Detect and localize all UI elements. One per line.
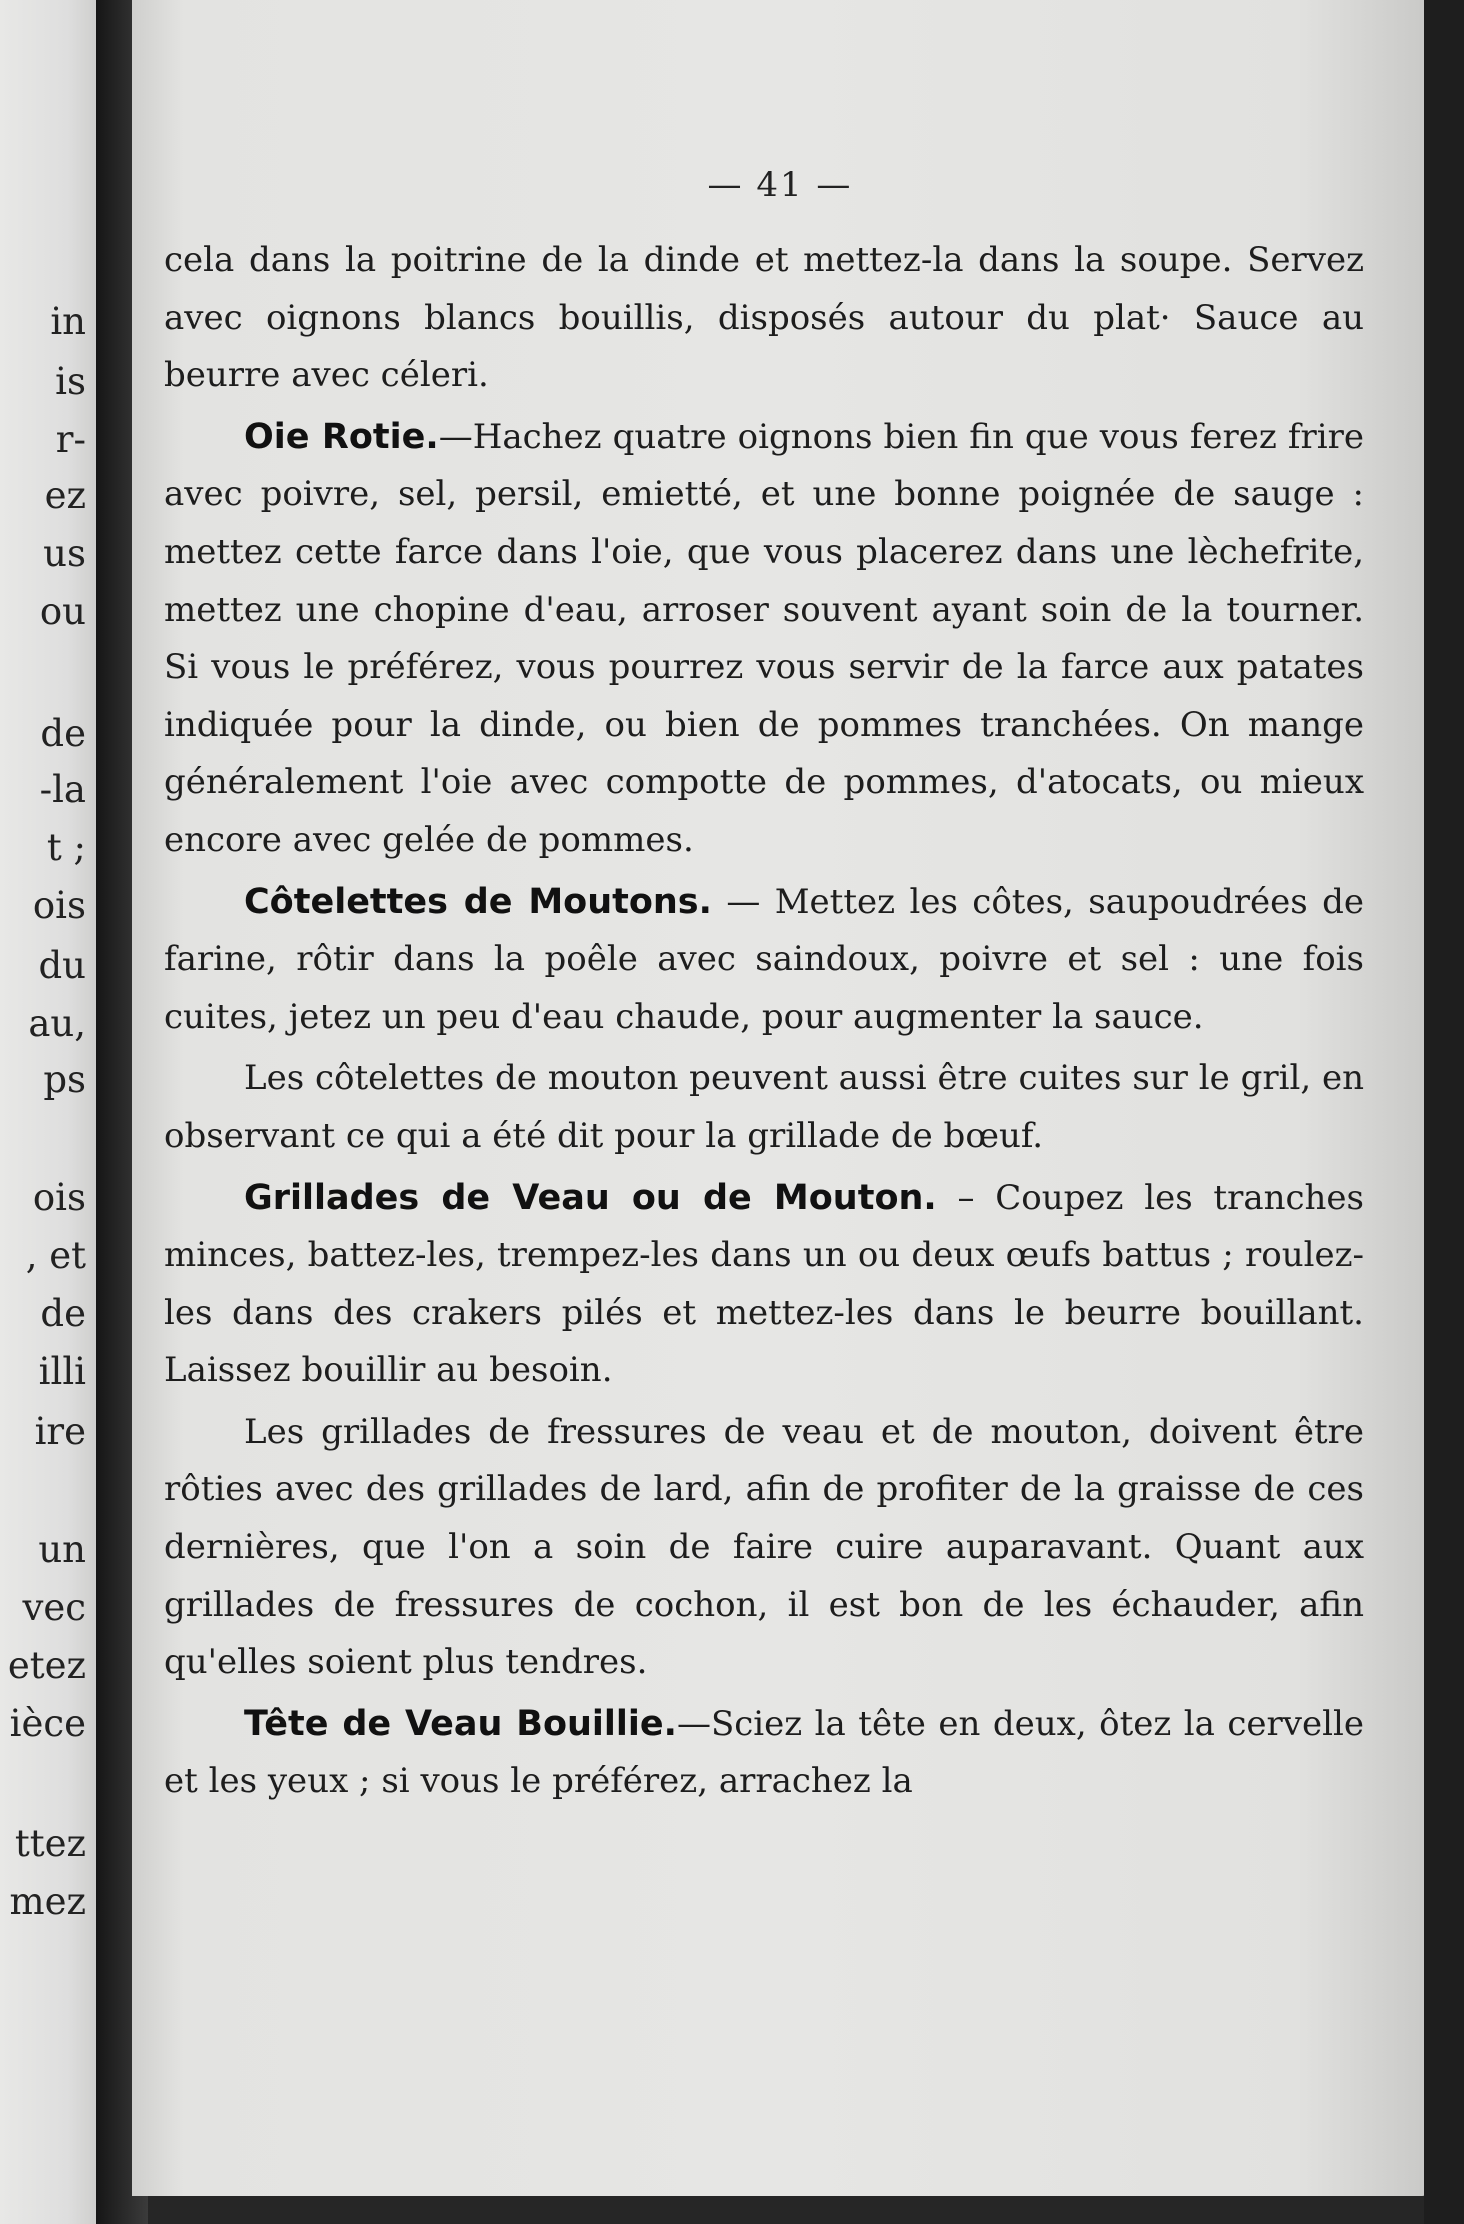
previous-page-edge: [0, 0, 96, 2224]
recipe-paragraph: [164, 1170, 1364, 1400]
page-body: [164, 232, 1364, 1811]
left-page-fragment: illi: [38, 1350, 86, 1393]
left-page-fragment: ois: [32, 1176, 86, 1219]
left-page-fragment: ttez: [14, 1822, 86, 1865]
recipe-heading: Oie Rotie.: [244, 416, 439, 457]
left-page-fragment: ire: [34, 1410, 86, 1453]
paragraph: [164, 1050, 1364, 1165]
left-page-fragment: mez: [9, 1880, 86, 1923]
left-page-fragment: un: [38, 1528, 86, 1571]
recipe-paragraph: [164, 1696, 1364, 1811]
page-right-edge: [1424, 0, 1464, 2224]
left-page-fragment: ou: [39, 590, 86, 633]
left-page-fragment: t ;: [46, 826, 86, 869]
left-page-fragment: us: [43, 532, 86, 575]
left-page-fragment: -la: [39, 768, 86, 811]
recipe-heading: Tête de Veau Bouillie.: [244, 1703, 677, 1744]
paragraph-text: —Sciez la tête en deux, ôtez la cervelle et les yeux ; si vous le préférez, arrachez la: [164, 1703, 1364, 1802]
recipe-heading: Grillades de Veau ou de Mouton.: [244, 1177, 937, 1218]
left-page-fragment: ois: [32, 884, 86, 927]
paragraph-text: —Hachez quatre oignons bien fin que vous ferez frire avec poivre, sel, persil, emietté, et une bonne poignée de sauge : mettez cette farce dans l'oie, que vous placerez dans une lèchefrite, mettez une chopine d'eau, arroser souvent ayant soin de la tourner. Si vous le préférez, vous pourrez vous servir de la farce aux patates indiquée pour la dinde, ou bien de pommes tranchées. On mange généralement l'oie avec compotte de pommes, d'atocats, ou mieux encore avec gelée de pommes.: [164, 416, 1364, 860]
left-page-fragment: etez: [7, 1644, 86, 1687]
left-page-fragment: , et: [25, 1234, 86, 1277]
left-page-fragment: ez: [44, 474, 86, 517]
paragraph-text: Les grillades de fressures de veau et de mouton, doivent être rôties avec des grillades de lard, afin de profiter de la graisse de ces dernières, que l'on a soin de faire cuire auparavant. Quant aux grillades de fressures de cochon, il est bon de les échauder, afin qu'elles soient plus tendres.: [164, 1411, 1364, 1683]
recipe-heading: Côtelettes de Moutons.: [244, 881, 712, 922]
left-page-fragment: in: [50, 300, 86, 343]
left-page-fragment: vec: [22, 1586, 86, 1629]
left-page-fragment: is: [55, 360, 86, 403]
left-page-fragment: de: [40, 712, 86, 755]
left-page-fragment: du: [38, 944, 86, 987]
paragraph: [164, 1404, 1364, 1692]
paragraph-text: – Coupez les tranches minces, battez-les, trempez-les dans un ou deux œufs battus ; roulez-les dans des crakers pilés et mettez-les dans le beurre bouillant. Laissez bouillir au besoin.: [164, 1177, 1364, 1391]
recipe-paragraph: [164, 874, 1364, 1047]
left-page-fragment: ps: [43, 1058, 86, 1101]
left-page-fragment: ièce: [9, 1702, 86, 1745]
paragraph-text: — Mettez les côtes, saupoudrées de farine, rôtir dans la poêle avec saindoux, poivre et sel : une fois cuites, jetez un peu d'eau chaude, pour augmenter la sauce.: [164, 881, 1364, 1037]
paragraph: [164, 232, 1364, 405]
recipe-paragraph: [164, 409, 1364, 870]
page-number: — 41 —: [707, 165, 853, 205]
left-page-fragment: r-: [55, 418, 86, 461]
left-page-fragment: de: [40, 1292, 86, 1335]
left-page-fragment: au,: [28, 1002, 86, 1045]
paragraph-text: cela dans la poitrine de la dinde et mettez-la dans la soupe. Servez avec oignons blancs bouillis, disposés autour du plat· Sauce au beurre avec céleri.: [164, 240, 1364, 396]
book-page: [132, 0, 1428, 2196]
paragraph-text: Les côtelettes de mouton peuvent aussi être cuites sur le gril, en observant ce qui a été dit pour la grillade de bœuf.: [164, 1058, 1364, 1156]
